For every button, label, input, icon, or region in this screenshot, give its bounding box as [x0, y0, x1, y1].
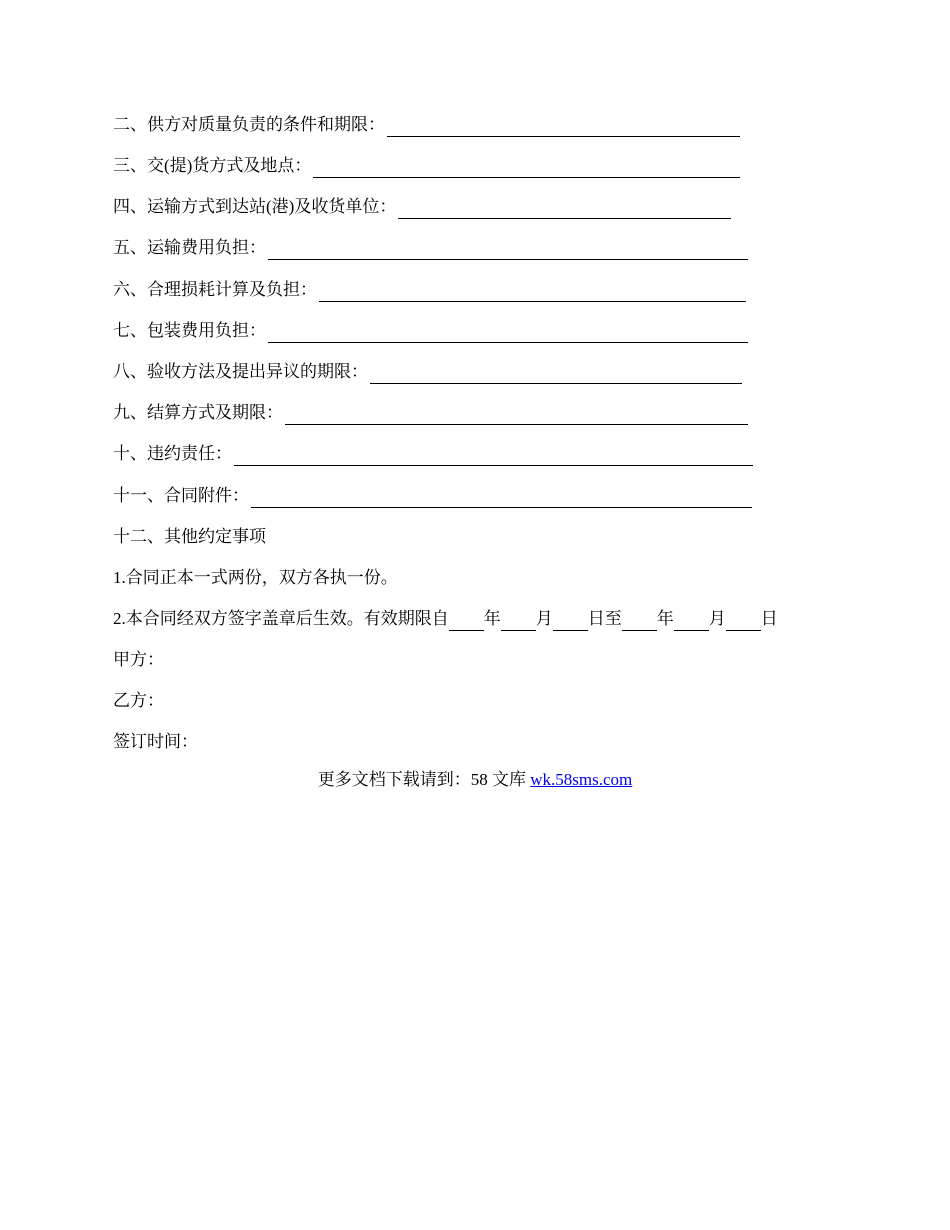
clause-label: 十一、合同附件： [113, 486, 249, 505]
clause-loss-calculation [113, 278, 746, 302]
clause-inspection-method [113, 360, 742, 384]
start-month-blank[interactable] [501, 611, 536, 631]
start-day-blank[interactable] [553, 611, 588, 631]
clause-label: 八、验收方法及提出异议的期限： [113, 362, 368, 381]
other-terms-item-2: 2.本合同经双方签字盖章后生效。有效期限自 年 月 日至 年 月 日 [113, 607, 778, 631]
end-month-blank[interactable] [674, 611, 709, 631]
fill-in-blank[interactable] [268, 240, 748, 260]
other-terms-item-1: 1.合同正本一式两份，双方各执一份。 [113, 568, 398, 587]
footer-link[interactable]: wk.58sms.com [530, 770, 633, 789]
clause-delivery-method [113, 154, 740, 178]
clause-label: 四、运输方式到达站(港)及收货单位： [113, 197, 397, 216]
clause-breach-liability [113, 442, 753, 466]
fill-in-blank[interactable] [398, 199, 731, 219]
clause-label: 二、供方对质量负责的条件和期限： [113, 115, 385, 134]
clause-label: 六、合理损耗计算及负担： [113, 280, 317, 299]
signing-date: 签订时间： [113, 732, 198, 751]
clause-transport-destination [113, 195, 731, 219]
clause-packaging-cost [113, 319, 748, 343]
clause-label: 五、运输费用负担： [113, 238, 266, 257]
end-year-blank[interactable] [622, 611, 657, 631]
download-footer [0, 768, 950, 792]
fill-in-blank[interactable] [370, 364, 742, 384]
clause-contract-attachments [113, 484, 752, 508]
clause-label: 九、结算方式及期限： [113, 403, 283, 422]
clause-quality-responsibility [113, 113, 740, 137]
clause-label: 七、包装费用负担： [113, 321, 266, 340]
other-terms-heading: 十二、其他约定事项 [113, 527, 266, 546]
fill-in-blank[interactable] [234, 446, 753, 466]
fill-in-blank[interactable] [313, 158, 740, 178]
party-a-signature: 甲方： [113, 650, 164, 669]
clause-settlement-method [113, 401, 748, 425]
end-day-blank[interactable] [726, 611, 761, 631]
fill-in-blank[interactable] [387, 117, 740, 137]
party-b-signature: 乙方： [113, 691, 164, 710]
fill-in-blank[interactable] [319, 282, 746, 302]
footer-text: 更多文档下载请到：58 文库 [317, 770, 531, 789]
fill-in-blank[interactable] [268, 323, 748, 343]
clause-label: 三、交(提)货方式及地点： [113, 156, 312, 175]
fill-in-blank[interactable] [251, 488, 752, 508]
fill-in-blank[interactable] [285, 405, 748, 425]
start-year-blank[interactable] [449, 611, 484, 631]
clause-transport-cost [113, 236, 748, 260]
clause-label: 十、违约责任： [113, 444, 232, 463]
